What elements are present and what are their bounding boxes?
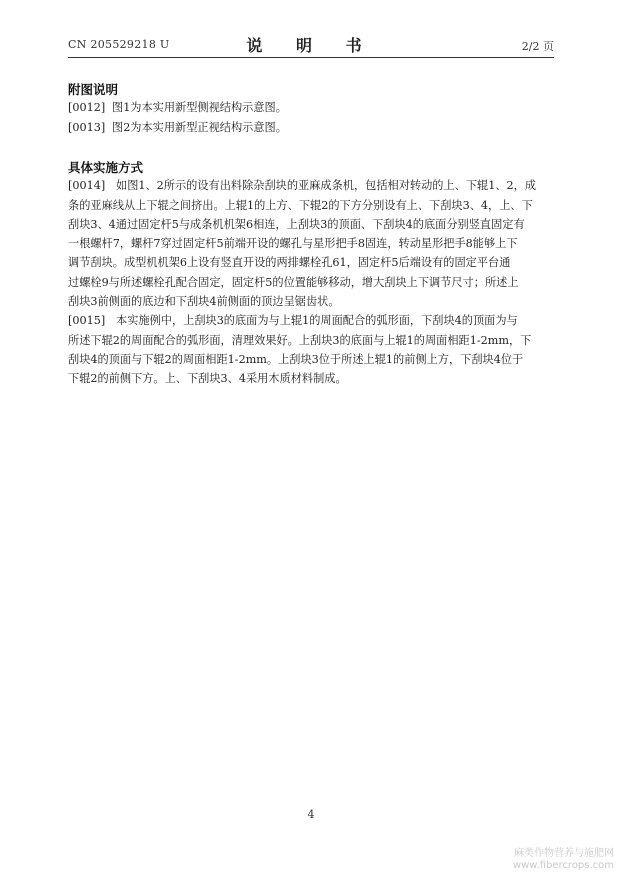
page-number: 4 — [307, 808, 315, 821]
paragraph-0015-line: 下辊2的前侧下方。上、下刮块3、4采用木质材料制成。 — [68, 372, 347, 385]
paragraph-0014-line: 一根螺杆7，螺杆7穿过固定杆5前端开设的螺孔与星形把手8固连，转动星形把手8能够上下 — [68, 237, 518, 250]
paragraph-0014-line: 刮块3前侧面的底边和下刮块4前侧面的顶边呈锯齿状。 — [68, 295, 340, 308]
watermark — [513, 848, 614, 872]
paragraph-text: 图2为本实用新型正视结构示意图。 — [112, 121, 287, 134]
paragraph-text: 本实施例中，上刮块3的底面为与上辊1的周面配合的弧形面，下刮块4的顶面为与 — [116, 314, 518, 327]
paragraph-label: [0014] — [68, 179, 106, 192]
paragraph-text: 如图1、2所示的设有出料除杂刮块的亚麻成条机，包括相对转动的上、下辊1、2，成 — [116, 179, 537, 192]
page-indicator: 2/2 页 — [521, 40, 554, 53]
paragraph-label: [0015] — [68, 314, 106, 327]
paragraph-0014-line — [68, 177, 556, 194]
paragraph-0013 — [68, 119, 556, 136]
paragraph-0014-line: 过螺栓9与所述螺栓孔配合固定，固定杆5的位置能够移动，增大刮块上下调节尺寸；所述上 — [68, 276, 519, 289]
paragraph-0015-line: 刮块4的顶面与下辊2的周面相距1-2mm。上刮块3位于所述上辊1的前侧上方，下刮块4位于 — [68, 353, 524, 366]
header-divider — [68, 57, 554, 58]
watermark-url: www.fibercrops.com — [512, 860, 614, 871]
paragraph-0014-line: 刮块3、4通过固定杆5与成条机机架6相连，上刮块3的顶面、下刮块4的底面分别竖直固定有 — [68, 218, 525, 231]
paragraph-0012 — [68, 99, 556, 116]
document-title: 说 明 书 — [246, 36, 376, 55]
paragraph-text: 图1为本实用新型侧视结构示意图。 — [112, 101, 287, 114]
paragraph-0014-line: 调节刮块。成型机机架6上设有竖直开设的两排螺栓孔61，固定杆5后端设有的固定平台通 — [68, 256, 511, 269]
paragraph-label: [0012] — [68, 101, 106, 114]
paragraph-label: [0013] — [68, 121, 106, 134]
paragraph-0014-line: 条的亚麻线从上下辊之间挤出。上辊1的上方、下辊2的下方分别设有上、下刮块3、4，上、下 — [68, 199, 533, 212]
patent-number: CN 205529218 U — [68, 38, 170, 51]
section-title-embodiment: 具体实施方式 — [68, 160, 144, 175]
section-title-drawings: 附图说明 — [68, 82, 119, 97]
watermark-site-name: 麻类作物营养与施肥网 — [514, 848, 614, 859]
paragraph-0015-line — [68, 312, 556, 329]
paragraph-0015-line: 所述下辊2的周面配合的弧形面，清理效果好。上刮块3的底面与上辊1的周面相距1-2mm，下 — [68, 334, 532, 347]
